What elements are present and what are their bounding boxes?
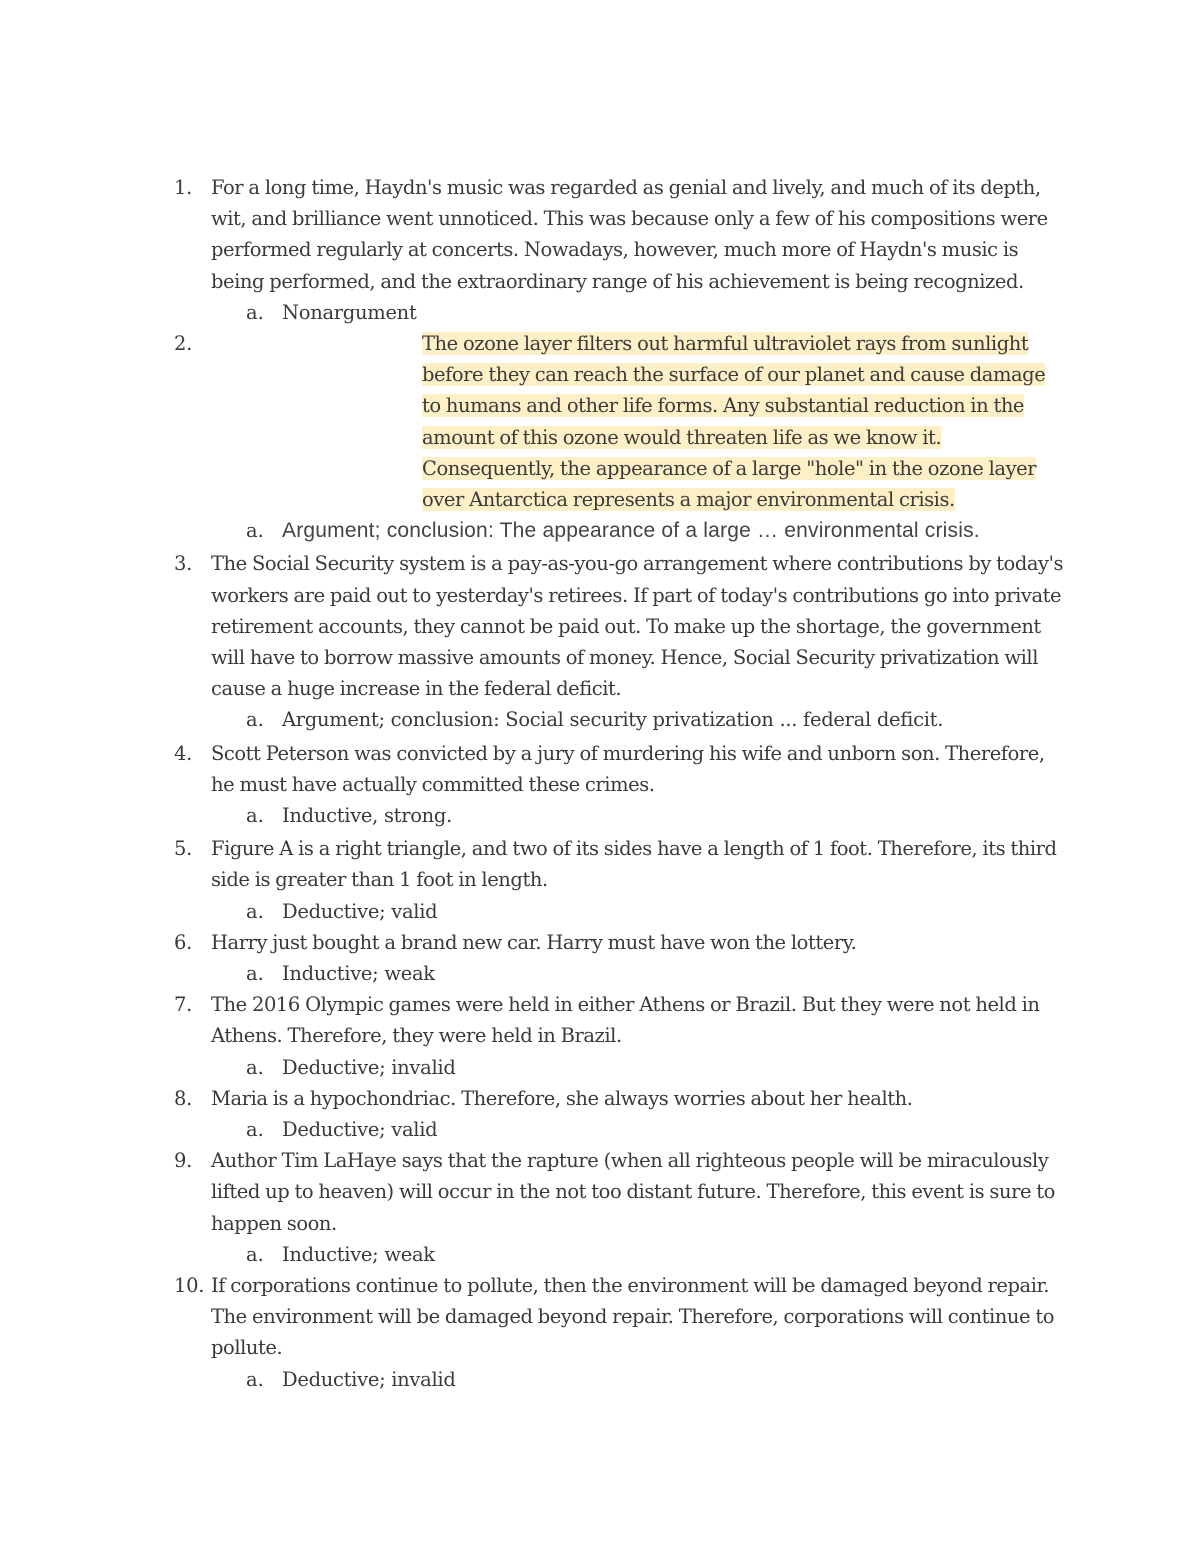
- answer-text: Argument; conclusion: The appearance of a large … environmental crisis.: [282, 519, 980, 543]
- answer-letter: a.: [246, 519, 264, 543]
- answer-text: Inductive; weak: [282, 1242, 435, 1266]
- answer-text: Deductive; valid: [282, 1117, 438, 1141]
- item-number: 6.: [174, 930, 193, 954]
- item-number: 5.: [174, 837, 193, 861]
- answer-row: [0, 297, 1200, 328]
- answer-text: Nonargument: [282, 300, 417, 324]
- highlighted-text-block: [211, 328, 1066, 515]
- answer-text: Deductive; valid: [282, 899, 438, 923]
- answer-letter: a.: [246, 1367, 264, 1391]
- answer-text: Inductive; weak: [282, 962, 435, 985]
- answer-row: [0, 800, 1200, 831]
- item-number: 2.: [174, 332, 193, 355]
- list-item-3: [0, 546, 1200, 735]
- question-list: [0, 172, 1200, 1395]
- list-item-1: [0, 172, 1200, 328]
- item-text: The Social Security system is a pay-as-you-go arrangement where contributions by today's workers are paid out to yesterday's retirees. If part of today's contributions go into private retirement accounts, they cannot be paid out. To make up the shortage, the government will have to borrow massive amounts of money. Hence, Social Security privatization will cause a huge increase in the federal deficit.: [211, 552, 1064, 701]
- item-text: The ozone layer filters out harmful ultraviolet rays from sunlight before they can reach the surface of our planet and cause damage to humans and other life forms. Any substantial reduction in the amount of this ozone would threaten life as we know it. Consequently, the appearance of a large "hole" in the ozone layer over Antarctica represents a major environmental crisis.: [422, 332, 1046, 512]
- list-item-8: [0, 1083, 1200, 1145]
- answer-row: [0, 1052, 1200, 1083]
- list-item-7: [0, 989, 1200, 1083]
- list-item-9: [0, 1145, 1200, 1270]
- list-item-10: [0, 1270, 1200, 1395]
- item-number: 4.: [174, 741, 193, 765]
- answer-text: Inductive, strong.: [282, 804, 452, 828]
- answer-text: Deductive; invalid: [282, 1055, 456, 1079]
- item-number: 1.: [174, 176, 193, 199]
- answer-row: [0, 1364, 1200, 1395]
- answer-text: Deductive; invalid: [282, 1367, 456, 1391]
- answer-row: [0, 515, 1200, 546]
- answer-row: [0, 1114, 1200, 1145]
- item-text: For a long time, Haydn's music was regarded as genial and lively, and much of its depth, wit, and brilliance went unnoticed. This was because only a few of his compositions were performed regularly at concerts. Nowadays, however, much more of Haydn's music is being performed, and the extraordinary range of his achievement is being recognized.: [211, 176, 1048, 293]
- answer-letter: a.: [246, 962, 264, 985]
- list-item-2: [0, 328, 1200, 546]
- item-text: If corporations continue to pollute, then the environment will be damaged beyond repair. The environment will be damaged beyond repair. Therefore, corporations will continue to pollute.: [211, 1273, 1055, 1360]
- item-text: Author Tim LaHaye says that the rapture (when all righteous people will be miraculously lifted up to heaven) will occur in the not too distant future. Therefore, this event is sure to happen soon.: [211, 1149, 1055, 1235]
- item-number: 9.: [174, 1149, 193, 1173]
- answer-letter: a.: [246, 899, 264, 923]
- item-text: Figure A is a right triangle, and two of its sides have a length of 1 foot. Therefore, its third side is greater than 1 foot in length.: [211, 837, 1057, 892]
- answer-letter: a.: [246, 1055, 264, 1079]
- list-item-4: [0, 736, 1200, 832]
- item-text: Scott Peterson was convicted by a jury of murdering his wife and unborn son. Therefore, he must have actually committed these crimes.: [211, 741, 1045, 796]
- item-text: Harry just bought a brand new car. Harry must have won the lottery.: [211, 930, 857, 954]
- answer-row: [0, 704, 1200, 735]
- item-number: 7.: [174, 993, 193, 1017]
- answer-text: Argument; conclusion: Social security privatization ... federal deficit.: [282, 708, 944, 732]
- answer-row: [0, 958, 1200, 989]
- item-number: 3.: [174, 552, 193, 576]
- answer-row: [0, 1239, 1200, 1270]
- answer-letter: a.: [246, 804, 264, 828]
- answer-letter: a.: [246, 1242, 264, 1266]
- item-text: Maria is a hypochondriac. Therefore, she always worries about her health.: [211, 1086, 913, 1110]
- item-number: 8.: [174, 1086, 193, 1110]
- answer-letter: a.: [246, 300, 264, 324]
- list-item-6: [0, 927, 1200, 989]
- answer-row: [0, 896, 1200, 927]
- list-item-5: [0, 831, 1200, 927]
- item-number: 10.: [174, 1273, 205, 1297]
- answer-letter: a.: [246, 708, 264, 732]
- answer-letter: a.: [246, 1117, 264, 1141]
- item-text: The 2016 Olympic games were held in either Athens or Brazil. But they were not held in Athens. Therefore, they were held in Brazil.: [211, 993, 1040, 1048]
